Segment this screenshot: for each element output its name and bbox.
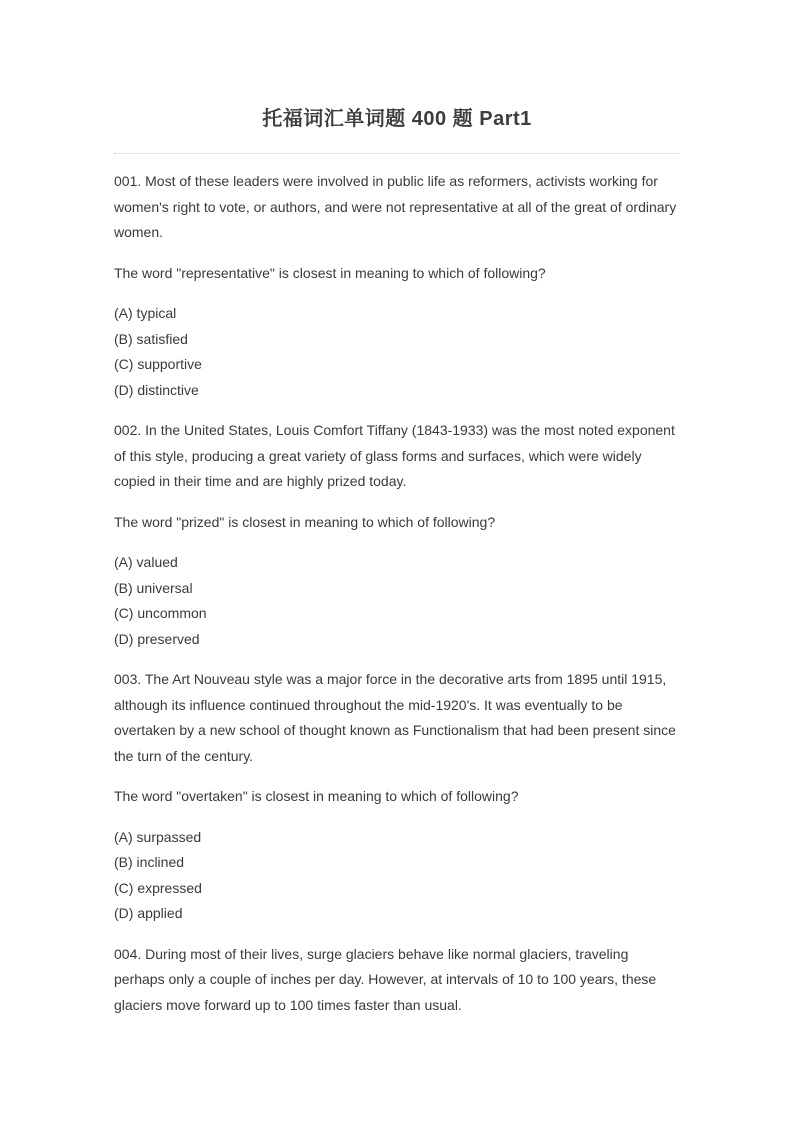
title-divider [114, 153, 680, 154]
option-d: (D) distinctive [114, 381, 199, 398]
question-block-003 [114, 667, 680, 927]
option-c: (C) expressed [114, 879, 202, 896]
question-passage: 004. During most of their lives, surge glaciers behave like normal glaciers, traveling perhaps only a couple of inches per day. However, at intervals of 10 to 100 years, these glaciers move forward up to 100 times faster than usual. [114, 945, 657, 1013]
options-list [114, 301, 680, 403]
question-prompt: The word "representative" is closest in meaning to which of following? [114, 264, 546, 281]
option-c: (C) supportive [114, 356, 202, 372]
page-title: 托福词汇单词题 400 题 Part1 [262, 108, 532, 130]
question-prompt: The word "prized" is closest in meaning to which of following? [114, 513, 496, 530]
option-b: (B) universal [114, 579, 193, 596]
question-block-002 [114, 418, 680, 652]
question-prompt: The word "overtaken" is closest in meaning to which of following? [114, 788, 519, 804]
question-block-001 [114, 169, 680, 403]
option-a: (A) valued [114, 554, 178, 570]
option-d: (D) applied [114, 905, 183, 921]
question-passage: 002. In the United States, Louis Comfort Tiffany (1843-1933) was the most noted exponent of this style, producing a great variety of glass forms and surfaces, which were widely copied in their time and are highly prized today. [114, 422, 675, 489]
options-list [114, 825, 680, 927]
option-a: (A) typical [114, 305, 177, 321]
option-b: (B) inclined [114, 854, 185, 870]
document-page [114, 0, 680, 1018]
question-passage: 003. The Art Nouveau style was a major force in the decorative arts from 1895 until 1915, although its influence continued throughout the mid-1920's. It was eventually to be overtaken by a new school of thought known as Functionalism that had been present since the turn of the century. [114, 671, 676, 764]
options-list [114, 550, 680, 652]
option-b: (B) satisfied [114, 330, 188, 347]
option-a: (A) surpassed [114, 828, 202, 845]
question-passage: 001. Most of these leaders were involved in public life as reformers, activists working for women's right to vote, or authors, and were not representative at all of the great of ordinary women. [114, 173, 677, 240]
option-d: (D) preserved [114, 630, 200, 647]
question-block-004 [114, 942, 680, 1019]
option-c: (C) uncommon [114, 605, 207, 621]
